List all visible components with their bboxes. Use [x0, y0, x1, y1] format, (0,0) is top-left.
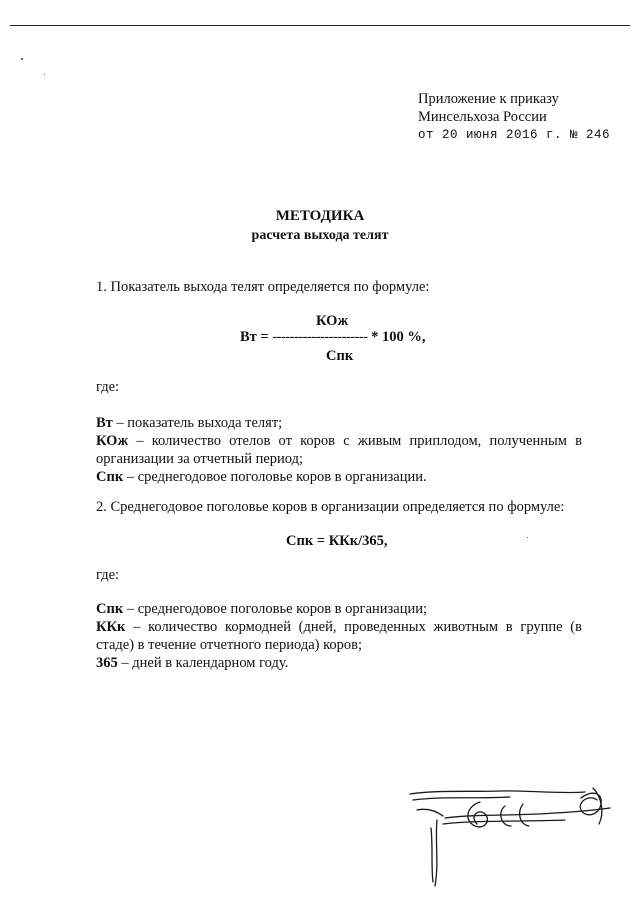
definitions-1 — [96, 414, 582, 486]
handwritten-signature — [405, 780, 625, 890]
definition-term: Вт — [96, 415, 113, 431]
formula-1-line — [240, 329, 426, 346]
scan-speck — [527, 537, 528, 538]
formula-1-tail: * 100 %, — [371, 329, 426, 345]
definition-spk — [96, 600, 582, 618]
scan-speck — [21, 58, 23, 60]
formula-2: Спк = ККк/365, — [286, 533, 388, 549]
definition-vt — [96, 414, 582, 432]
definition-term: 365 — [96, 655, 118, 671]
definition-text: – количество кормодней (дней, проведенных животным в группе (в стаде) в течение отчетного периода) коров; — [96, 619, 582, 653]
where-label-1: где: — [96, 379, 120, 395]
appendix-header — [418, 90, 610, 144]
definition-365 — [96, 654, 582, 672]
formula-1-lhs: Вт = — [240, 329, 269, 345]
document-subtitle: расчета выхода телят — [251, 228, 389, 243]
definition-term: Спк — [96, 469, 124, 485]
definition-spk — [96, 468, 582, 486]
definition-term: ККк — [96, 619, 126, 635]
definition-text: – количество отелов от коров с живым приплодом, полученным в организации за отчетный период; — [96, 433, 582, 467]
paragraph-2: 2. Среднегодовое поголовье коров в организации определяется по формуле: — [96, 499, 565, 515]
formula-1-denominator: Спк — [326, 348, 354, 364]
document-title: МЕТОДИКА — [275, 208, 365, 224]
definition-term: КОж — [96, 433, 129, 449]
definitions-2 — [96, 600, 582, 672]
appendix-line-2: Минсельхоза России — [418, 109, 547, 125]
definition-kozh — [96, 432, 582, 468]
where-label-2: где: — [96, 567, 120, 583]
definition-kkk — [96, 618, 582, 654]
definition-text: – среднегодовое поголовье коров в организации; — [123, 601, 428, 617]
appendix-line-3: от 20 июня 2016 г. № 246 — [418, 128, 611, 142]
definition-text: – дней в календарном году. — [117, 655, 289, 671]
top-border-line — [10, 25, 630, 26]
paragraph-1: 1. Показатель выхода телят определяется по формуле: — [96, 279, 430, 295]
formula-1-dashes: ---------------------- — [272, 329, 368, 345]
definition-term: Спк — [96, 601, 124, 617]
appendix-line-1: Приложение к приказу — [418, 91, 559, 107]
definition-text: – среднегодовое поголовье коров в организации. — [123, 469, 427, 485]
definition-text: – показатель выхода телят; — [112, 415, 283, 431]
scan-speck — [44, 74, 45, 75]
formula-1-numerator: КОж — [316, 313, 349, 329]
